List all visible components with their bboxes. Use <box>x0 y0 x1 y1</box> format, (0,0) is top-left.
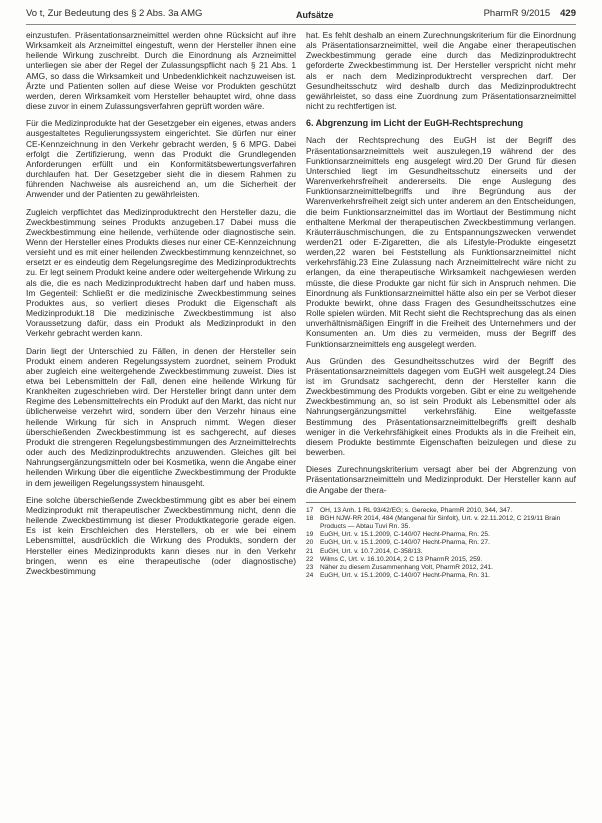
paragraph: Für die Medizinprodukte hat der Gesetzgeber ein eigenes, etwas anders ausgestaltetes Regulierungssystem eingerichtet. Sie dürfen nur einer CE-Kennzeichnung in den Verkehr gebracht werden, § 6 MPG. Dabei erfolgt die Zertifizierung, wenn das Produkt die Grundlegenden Anforderungen erfüllt und ein Konformitätsbewertungsverfahren durchlaufen hat. Der Gesetzgeber sieht die in diesem Rahmen zu führenden Nachweise als ausreichend an, um die Sicherheit der Anwender und der Patienten zu gewährleisten. <box>26 118 296 200</box>
footnote: 19 EuGH, Urt. v. 15.1.2009, C-140/07 Hecht-Pharma, Rn. 25. <box>306 531 490 539</box>
paragraph: einzustufen. Präsentationsarzneimittel werden ohne Rücksicht auf ihre Wirksamkeit als Arzneimittel eingestuft, wenn der Hersteller ihnen eine heilende Wirkung zuschreibt. Durch die Einordnung als Arzneimittel unterliegen sie aber der Regel der Zulassungspflicht nach § 21 Abs. 1 AMG, so dass die Wirksamkeit und Unbedenklichkeit nachzuweisen ist. Ärzte und Patienten sollen auf diese Weise vor Produkten geschützt werden, deren Wirksamkeit vom Hersteller behauptet wird, ohne dass diese zuvor in einem Zulassungsverfahren geprüft worden wäre. <box>26 30 296 112</box>
footnote: 17 OH, 13 Anh. 1 RL 93/42/EG; s. Gerecke, PharmR 2010, 344, 347. <box>306 506 513 514</box>
footnote: 20 EuGH, Urt. v. 15.1.2009, C-140/07 Hecht-Pharma, Rn. 27. <box>306 539 490 547</box>
page-header <box>26 6 576 24</box>
paragraph: Eine solche überschießende Zweckbestimmung gibt es aber bei einem Medizinprodukt mit therapeutischer Zweckbestimmung nicht, denn die heilende Zweckbestimmung ist dieser Produktkategorie gerade eigen. Es ist kein Erschleichen des Herstellers, ob er wie bei einem Lebensmittel, ausdrücklich die Wirkung des Produkts, sondern der Hersteller eines Medizinprodukts kann dieses nur in den Verkehr bringen, wenn es eine therapeutische (oder diagnostische) Zweckbestimmung <box>26 494 296 576</box>
header-rule <box>26 24 576 25</box>
footnotes <box>306 507 576 580</box>
journal-issue: PharmR 9/2015 <box>483 8 551 19</box>
footnote-rule <box>306 502 576 503</box>
paragraph: Dieses Zurechnungskriterium versagt aber bei der Abgrenzung von Präsentationsarzneimitteln und Medizinprodukt. Der Hersteller kann auf die Angabe der thera- <box>306 464 576 495</box>
footnote: 24 EuGH, Urt. v. 15.1.2009, C-140/07 Hecht-Pharma, Rn. 31. <box>306 571 490 579</box>
section-label: Aufsätze <box>296 10 334 20</box>
paragraph: Darin liegt der Unterschied zu Fällen, in denen der Hersteller sein Produkt einem anderen Regelungssystem zuordnet, seinem Produkt aber zugleich eine weitergehende Zweckbestimmung zuweist. Dies ist etwa bei Lebensmitteln der Fall, denen eine heilende Wirkung für Krankheiten zugeschrieben wird. Der Hersteller bringt dann unter dem Regime des Lebensmittelrechts ein Produkt auf den Markt, das nicht nur üblicherweise verzehrt wird, sondern über den Verzehr hinaus eine heilende Wirkung für sich in Anspruch nimmt. Wegen dieser überschießenden Zweckbestimmung ist es sachgerecht, auf dieses Produkt die strengeren Regelungsbestimmungen des Arzneimittelrechts oder auch des Medizinproduktrechts anzuwenden. Gleiches gilt bei Nahrungsergänzungsmitteln oder bei Kosmetika, wenn die Angabe einer heilenden Wirkung über die eigentliche Zweckbestimmung der Produkte in dem jeweiligen Regelungssystem hinausgeht. <box>26 345 296 488</box>
left-column <box>26 30 296 583</box>
journal-info <box>484 8 576 19</box>
right-column <box>306 30 576 580</box>
paragraph: hat. Es fehlt deshalb an einem Zurechnungskriterium für die Einordnung als Präsentationsarzneimittel, weil die Angabe einer therapeutischen Zweckbestimmung gerade eine durch das Medizinproduktrecht geforderte Zweckbestimmung ist. Der Hersteller verspricht nicht mehr als er nach dem Medizinproduktrecht versprechen darf. Der Gesundheitsschutz wird deshalb durch das Medizinproduktrecht gewährleistet, so dass eine Zuordnung zum Präsentationsarzneimittel nicht zu rechtfertigen ist. <box>306 30 576 112</box>
paragraph: Aus Gründen des Gesundheitsschutzes wird der Begriff des Präsentationsarzneimittels dagegen vom EuGH weit ausgelegt.24 Dies ist im Grundsatz sachgerecht, denn der Hersteller kann die Zweckbestimmung des Produkts vorgeben. Gibt er eine zu weitgehende Zweckbestimmung an, so ist sein Produkt als Lebensmittel oder als Nahrungsergänzungsmittel verkehrsfähig. Eine weitgefasste Bestimmung des Präsentationsarzneimittelbegriffs greift deshalb weniger in die Verkehrsfähigkeit eines Produkts als in die Freiheit ein, diesem Produkte bestimmte Eigenschaften beizulegen und diese zu bewerben. <box>306 355 576 458</box>
footnote: 22 Wilms C, Urt. v. 16.10.2014, 2 C 13 PharmR 2015, 259. <box>306 555 483 563</box>
footnote: 21 EuGH, Urt. v. 10.7.2014, C-358/13. <box>306 547 423 555</box>
footnote: 18 BGH NJW-RR 2014, 484 (Mangenal für Sinfolt), Urt. v. 22.11.2012, C 219/11 Brain Products — Abtau Tuvi Rn. 35. <box>306 514 561 531</box>
page-number: 429 <box>560 8 576 19</box>
footnote: 23 Näher zu diesem Zusammenhang Volt, PharmR 2012, 241. <box>306 563 493 571</box>
paragraph: Nach der Rechtsprechung des EuGH ist der Begriff des Präsentationsarzneimittels weit auszulegen,19 während der des Funktionsarzneimittels eng ausgelegt wird.20 Der Grund für diesen Unterschied liegt im Gesundheitsschutz einerseits und der Warenverkehrsfreiheit andererseits. Die enge Auslegung des Funktionsarzneimittelbegriffs und ihre Begründung aus der Warenverkehrsfreiheit zeigt sich unter anderem an den Entscheidungen, die beim Funktionsarzneimittel das im Wortlaut der Bestimmung nicht enthaltene Merkmal der therapeutischen Zweckbestimmung verlangen. Kräuterräuschmischungen, die zu Entspannungszwecken verwendet werden21 oder E-Zigaretten, die als Lifestyle-Produkte eingesetzt werden,22 waren bei Feststellung als Funktionsarzneimittel nicht verkehrsfähig.23 Eine Zulassung nach Arzneimittelrecht wäre nicht zu erlangen, da eine therapeutische Wirksamkeit nachgewiesen werden müsste, die diese Produkte gar nicht für sich in Anspruch nehmen. Die Einordnung als Funktionsarzneimittel hätte also ein per se Verbot dieser Produkte bewirkt, ohne dass Fragen des Gesundheitsschutzes eine Rolle spielen würden. Mit Recht sieht die Rechtsprechung das als einen unverhältnismäßigen Eingriff in die Freiheit des Unternehmers und der Konsumenten an. Um dies zu vermeiden, muss der Begriff des Funktionsarzneimittels eng ausgelegt werden. <box>306 135 576 349</box>
section-heading: 6. Abgrenzung im Licht der EuGH-Rechtsprechung <box>306 118 524 129</box>
running-title: Vo t, Zur Bedeutung des § 2 Abs. 3a AMG <box>26 8 203 19</box>
paragraph: Zugleich verpflichtet das Medizinproduktrecht den Hersteller dazu, die Zweckbestimmung seines Produkts anzugeben.17 Dabei muss die Zweckbestimmung eine heilende, verhütende oder diagnostische sein. Wenn der Hersteller eines Produkts dieses nur einer CE-Kennzeichnung versieht und es mit einer heilenden Zweckbestimmung kennzeichnet, so ersetzt er es eindeutig dem Regelungsregime des Medizinproduktrechts zu. Er legt seinem Produkt keine andere oder weitergehende Wirkung zu als die, die es nach Medizinproduktrecht haben darf und haben muss. Im Gegenteil: Schließt er die medizinische Zweckbestimmung seines Produktes aus, so verliert dieses Produkt die Eigenschaft als Medizinprodukt.18 Die medizinische Zweckbestimmung ist also Voraussetzung dafür, dass ein Produkt als Medizinprodukt in den Verkehr gebracht werden kann. <box>26 206 296 339</box>
